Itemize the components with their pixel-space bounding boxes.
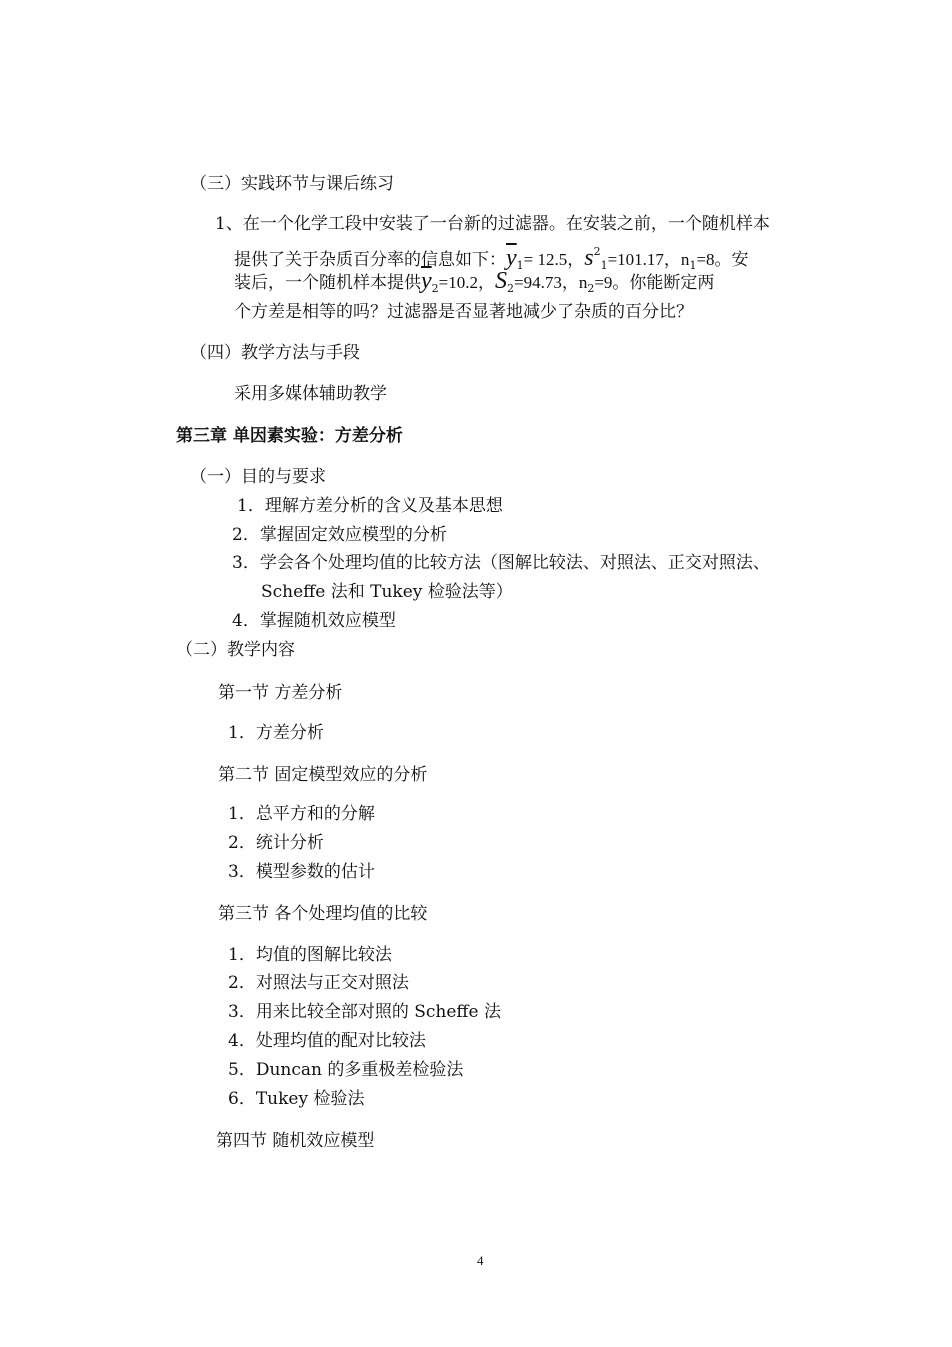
section-title-1: 第一节 方差分析 bbox=[218, 683, 343, 703]
page-number: 4 bbox=[477, 1253, 484, 1268]
exercise-line-1: 1、在一个化学工段中安装了一台新的过滤器。在安装之前，一个随机样本 bbox=[215, 214, 770, 234]
exercise-text: 提供了关于杂质百分率的信息如下： bbox=[234, 250, 506, 270]
section-item: 5．Duncan 的多重极差检验法 bbox=[228, 1060, 464, 1080]
section-item: 2．对照法与正交对照法 bbox=[228, 973, 409, 993]
goal-item: 2．掌握固定效应模型的分析 bbox=[232, 525, 447, 545]
exercise-line-4: 个方差是相等的吗？过滤器是否显著地减少了杂质的百分比？ bbox=[234, 302, 693, 322]
mean-y1-symbol: $\overline{y}$ bbox=[506, 245, 517, 271]
var-s1-superscript: 2 bbox=[593, 245, 601, 258]
separator: ， bbox=[478, 273, 495, 293]
goal-item: 4．掌握随机效应模型 bbox=[232, 611, 396, 631]
n2-subscript: 2 bbox=[587, 282, 595, 295]
section-heading-methods: （四）教学方法与手段 bbox=[190, 343, 360, 363]
n1-subscript: 1 bbox=[689, 259, 697, 272]
var-s1-subscript: 1 bbox=[600, 259, 608, 272]
mean-y2-symbol: $\overline{y}$ bbox=[421, 268, 432, 294]
goal-item-continued: Scheffe 法和 Tukey 检验法等） bbox=[261, 582, 513, 602]
section-item: 1．总平方和的分解 bbox=[228, 804, 375, 824]
mean-y1-value: = 12.5 bbox=[523, 250, 568, 269]
var-s1-value: =101.17，n bbox=[607, 250, 690, 269]
exercise-text: 装后，一个随机样本提供 bbox=[234, 273, 421, 293]
var-s1-symbol: s bbox=[584, 245, 594, 271]
goals-heading: （一）目的与要求 bbox=[190, 467, 326, 487]
mean-y2-value: =10.2 bbox=[438, 273, 478, 292]
exercise-line-3 bbox=[234, 270, 714, 300]
section-item: 1．均值的图解比较法 bbox=[228, 945, 392, 965]
content-heading: （二）教学内容 bbox=[176, 640, 295, 660]
goal-item: 3．学会各个处理均值的比较方法（图解比较法、对照法、正交对照法、 bbox=[232, 553, 770, 573]
mean-y2-subscript: 2 bbox=[431, 282, 439, 295]
section-item: 3．模型参数的估计 bbox=[228, 862, 375, 882]
chapter-title: 第三章 单因素实验：方差分析 bbox=[176, 426, 403, 446]
section-item: 1．方差分析 bbox=[228, 723, 324, 743]
section-heading-practice: （三）实践环节与课后练习 bbox=[190, 174, 394, 194]
var-s2-value: =94.73，n bbox=[514, 273, 588, 292]
section-item: 2．统计分析 bbox=[228, 833, 324, 853]
var-s2-symbol: S bbox=[495, 268, 507, 294]
n2-value: =9。你能断定两 bbox=[594, 273, 715, 292]
goal-item: 1．理解方差分析的含义及基本思想 bbox=[237, 496, 503, 516]
separator: ， bbox=[567, 250, 585, 270]
var-s2-subscript: 2 bbox=[507, 282, 514, 295]
mean-y1-subscript: 1 bbox=[516, 259, 524, 272]
n1-value: =8。安 bbox=[696, 250, 749, 269]
section-item: 6．Tukey 检验法 bbox=[228, 1089, 365, 1109]
section-title-2: 第二节 固定模型效应的分析 bbox=[218, 765, 428, 785]
section-item: 4．处理均值的配对比较法 bbox=[228, 1031, 426, 1051]
section-item: 3．用来比较全部对照的 Scheffe 法 bbox=[228, 1002, 501, 1022]
section-title-3: 第三节 各个处理均值的比较 bbox=[218, 904, 428, 924]
section-title-4: 第四节 随机效应模型 bbox=[216, 1131, 375, 1151]
methods-content: 采用多媒体辅助教学 bbox=[234, 384, 387, 404]
